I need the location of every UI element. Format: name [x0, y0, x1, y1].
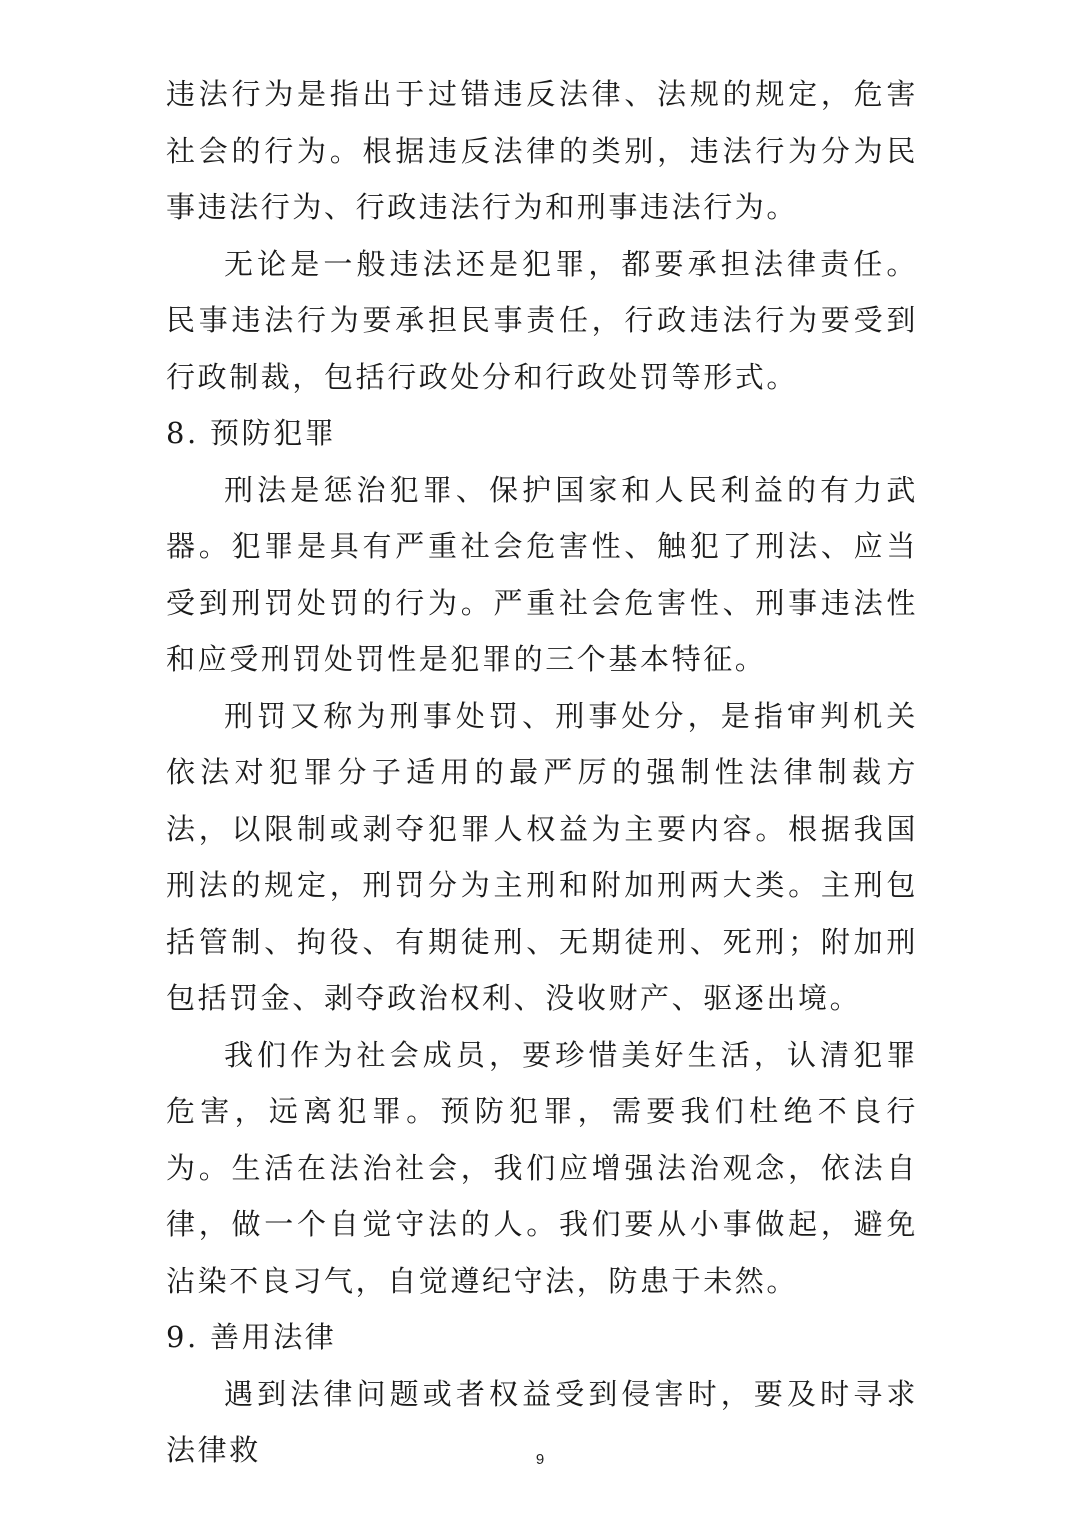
paragraph-illegal-acts-definition: 违法行为是指出于过错违反法律、法规的规定，危害社会的行为。根据违反法律的类别，违法行为分为民事违法行为、行政违法行为和刑事违法行为。 [166, 77, 918, 224]
section-title: 预防犯罪 [210, 416, 337, 450]
paragraph-criminal-law: 刑法是惩治犯罪、保护国家和人民利益的有力武器。犯罪是具有严重社会危害性、触犯了刑法、应当受到刑罚处罚的行为。严重社会危害性、刑事违法性和应受刑罚处罚性是犯罪的三个基本特征。 [166, 472, 918, 676]
paragraph-social-members: 我们作为社会成员，要珍惜美好生活，认清犯罪危害，远离犯罪。预防犯罪，需要我们杜绝不良行为。生活在法治社会，我们应增强法治观念，依法自律，做一个自觉守法的人。我们要从小事做起，避免沾染不良习气，自觉遵纪守法，防患于未然。 [166, 1037, 918, 1298]
section-heading-crime-prevention [166, 405, 918, 462]
document-body [166, 66, 918, 1479]
paragraph-penalties: 刑罚又称为刑事处罚、刑事处分，是指审判机关依法对犯罪分子适用的最严厉的强制性法律制裁方法，以限制或剥夺犯罪人权益为主要内容。根据我国刑法的规定，刑罚分为主刑和附加刑两大类。主刑包括管制、拘役、有期徒刑、无期徒刑、死刑；附加刑包括罚金、剥夺政治权利、没收财产、驱逐出境。 [166, 698, 918, 1015]
section-heading-use-law [166, 1309, 918, 1366]
page-number: 9 [535, 1451, 545, 1468]
paragraph-seek-legal-help: 遇到法律问题或者权益受到侵害时，要及时寻求法律救 [166, 1376, 918, 1467]
section-number: 8. [166, 416, 199, 450]
section-number: 9. [166, 1320, 199, 1354]
paragraph-legal-liability: 无论是一般违法还是犯罪，都要承担法律责任。民事违法行为要承担民事责任，行政违法行为要受到行政制裁，包括行政处分和行政处罚等形式。 [166, 246, 918, 394]
section-title: 善用法律 [210, 1320, 337, 1354]
